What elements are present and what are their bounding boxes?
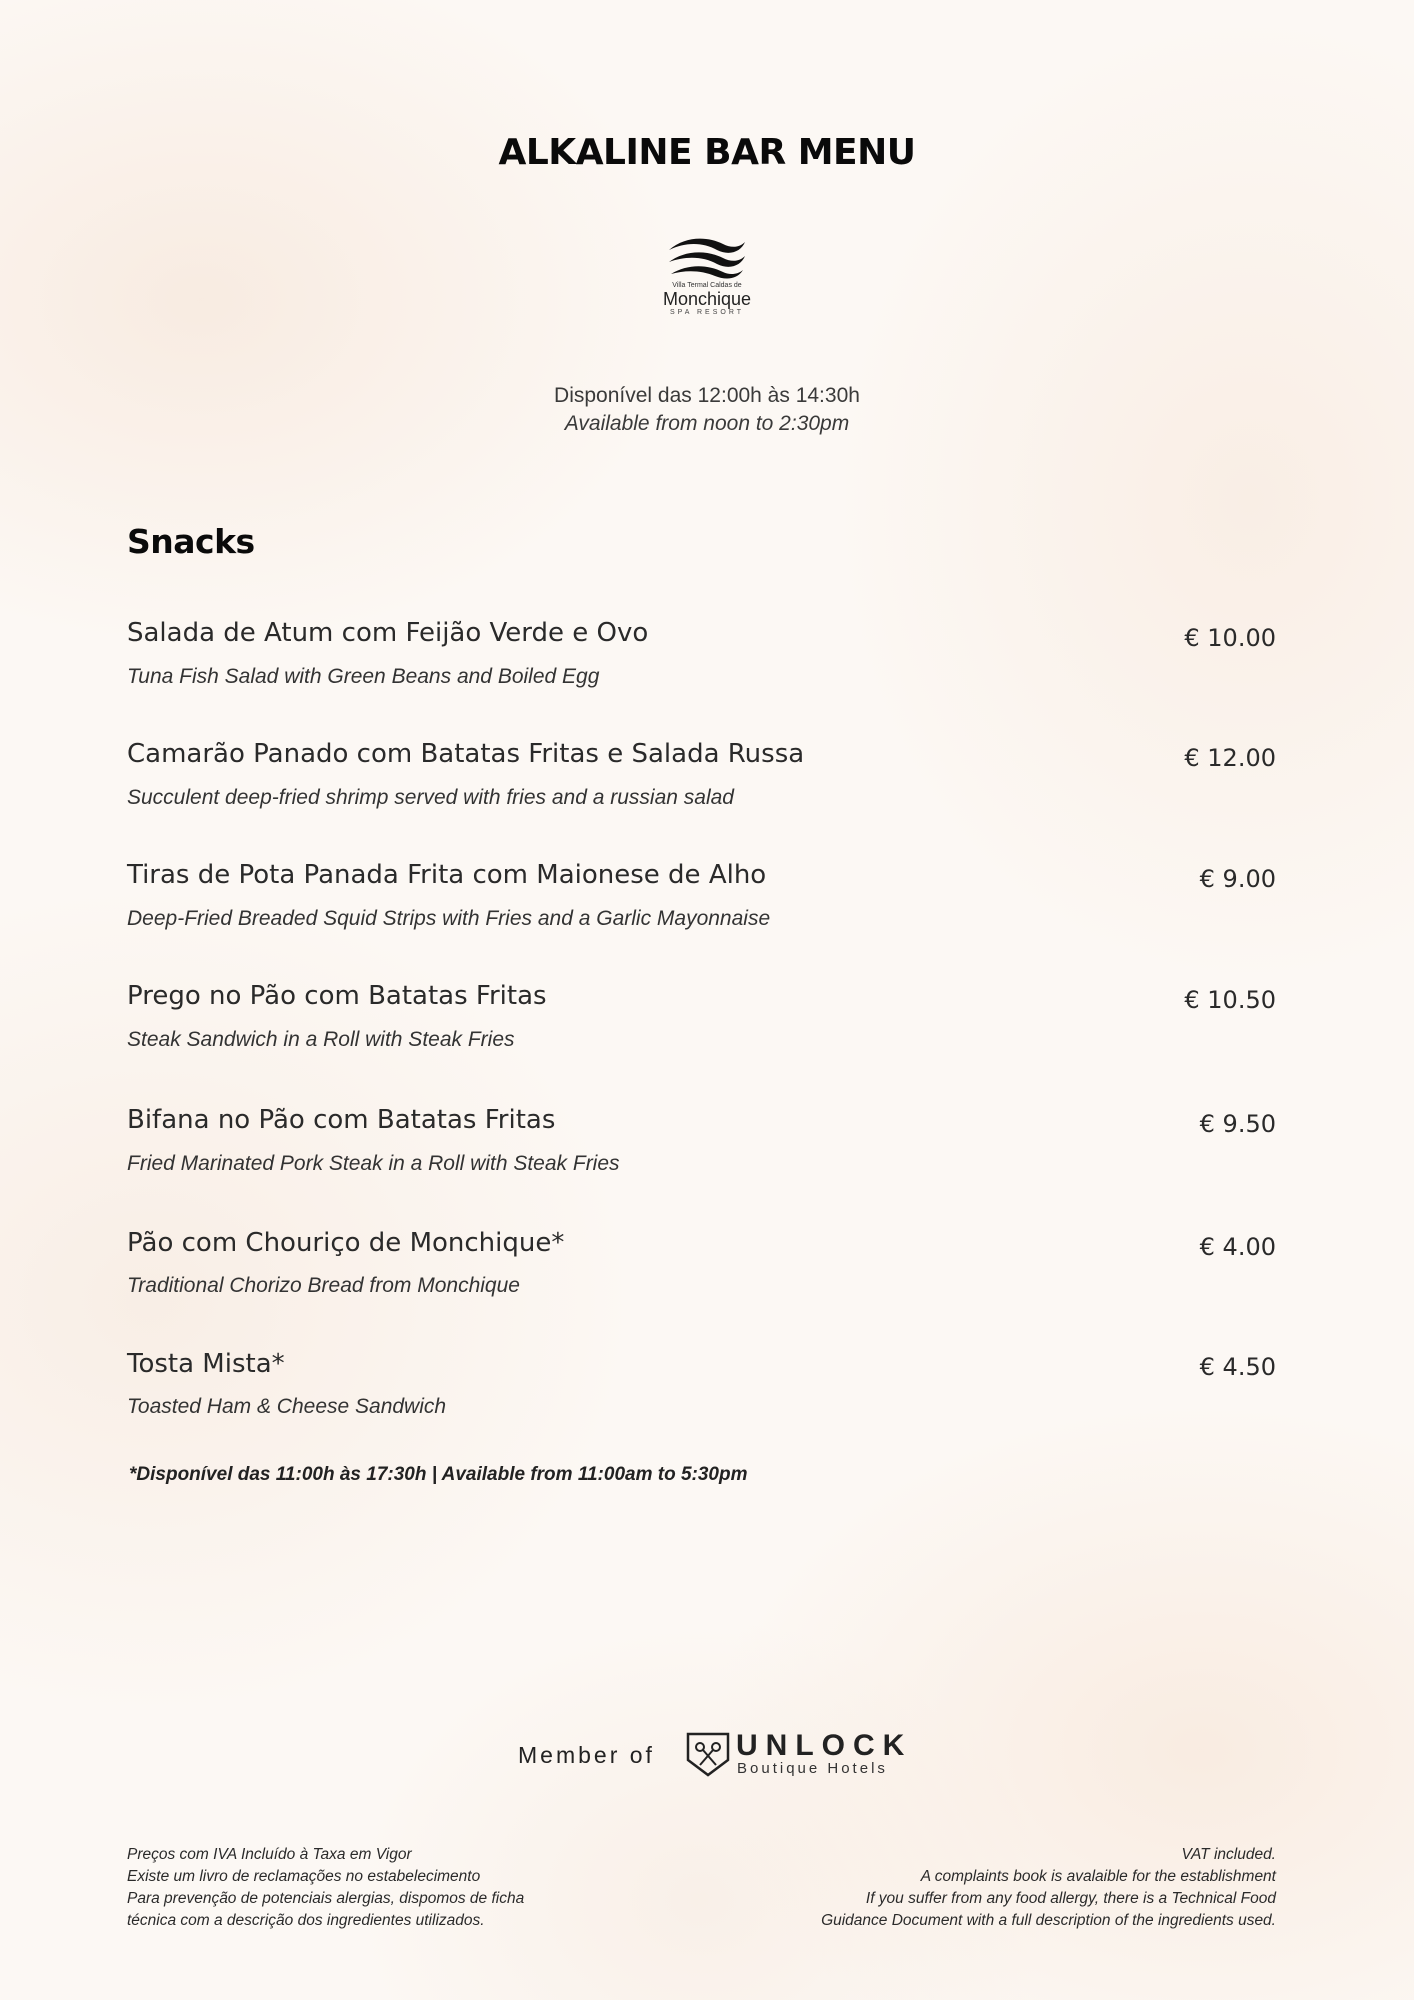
item-name: Tiras de Pota Panada Frita com Maionese de Alho	[127, 860, 767, 890]
footer-right-line: Guidance Document with a full description of the ingredients used.	[821, 1912, 1276, 1929]
footer-right-line: VAT included.	[1181, 1846, 1276, 1863]
item-price: € 10.00	[1184, 624, 1276, 652]
item-desc: Fried Marinated Pork Steak in a Roll with Steak Fries	[127, 1152, 620, 1175]
logo-line-2: Monchique	[662, 289, 752, 309]
section-title: Snacks	[127, 522, 255, 561]
item-name: Pão com Chouriço de Monchique*	[127, 1228, 565, 1258]
item-desc: Tuna Fish Salad with Green Beans and Boiled Egg	[127, 665, 600, 688]
logo-line-3: SPA RESORT	[669, 309, 745, 316]
footer-left-line: técnica com a descrição dos ingredientes utilizados.	[127, 1912, 485, 1929]
footer-right-line: If you suffer from any food allergy, there is a Technical Food	[865, 1890, 1276, 1907]
item-price: € 4.00	[1199, 1233, 1276, 1261]
item-price: € 12.00	[1184, 744, 1276, 772]
item-desc: Traditional Chorizo Bread from Monchique	[127, 1274, 520, 1297]
menu-title: ALKALINE BAR MENU	[498, 132, 916, 173]
footer-left-line: Para prevenção de potenciais alergias, dispomos de ficha	[127, 1890, 525, 1907]
member-label: Member of	[518, 1742, 655, 1768]
keys-shield-icon	[684, 1730, 732, 1778]
item-name: Prego no Pão com Batatas Fritas	[127, 981, 547, 1011]
item-desc: Succulent deep-fried shrimp served with fries and a russian salad	[127, 786, 734, 809]
item-name: Camarão Panado com Batatas Fritas e Salada Russa	[127, 739, 805, 769]
member-badge	[0, 1730, 1414, 1780]
item-name: Salada de Atum com Feijão Verde e Ovo	[127, 618, 649, 648]
item-desc: Toasted Ham & Cheese Sandwich	[127, 1395, 447, 1418]
footer-right	[821, 1844, 1276, 1932]
item-name: Bifana no Pão com Batatas Fritas	[127, 1105, 556, 1135]
availability-note: *Disponível das 11:00h às 17:30h | Available from 11:00am to 5:30pm	[129, 1464, 748, 1485]
resort-logo	[657, 236, 757, 344]
availability-pt: Disponível das 12:00h às 14:30h	[554, 384, 860, 407]
footer-left-line: Existe um livro de reclamações no estabelecimento	[127, 1868, 481, 1885]
item-price: € 4.50	[1199, 1353, 1276, 1381]
item-desc: Steak Sandwich in a Roll with Steak Fries	[127, 1028, 515, 1051]
item-price: € 10.50	[1184, 986, 1276, 1014]
item-desc: Deep-Fried Breaded Squid Strips with Fries and a Garlic Mayonnaise	[127, 907, 771, 930]
footer-right-line: A complaints book is avalaible for the establishment	[920, 1868, 1276, 1885]
footer-left	[127, 1844, 524, 1932]
unlock-brand-sub: Boutique Hotels	[737, 1760, 888, 1777]
item-price: € 9.00	[1199, 865, 1276, 893]
footer-left-line: Preços com IVA Incluído à Taxa em Vigor	[127, 1846, 412, 1863]
item-price: € 9.50	[1199, 1110, 1276, 1138]
availability-en: Available from noon to 2:30pm	[564, 412, 850, 435]
item-name: Tosta Mista*	[127, 1349, 285, 1379]
wave-logo-icon	[667, 236, 747, 280]
logo-line-1: Villa Termal Caldas de	[672, 282, 742, 289]
unlock-brand: UNLOCK	[736, 1729, 913, 1762]
